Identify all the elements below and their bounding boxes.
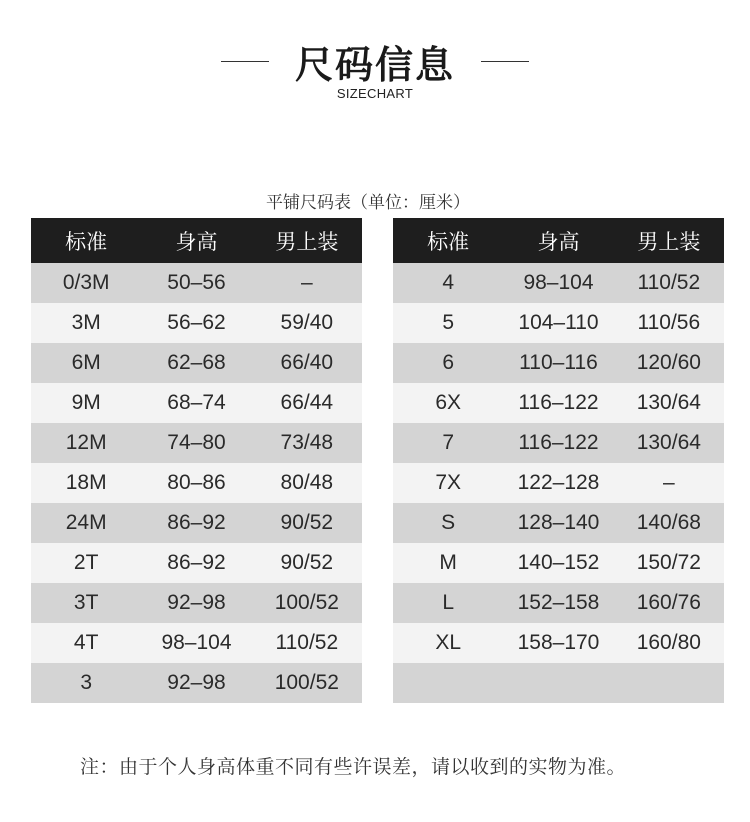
cell-standard: 4 [393,263,503,303]
cell-height: 86–92 [141,503,251,543]
table-row [393,423,724,463]
cell-mens-top: 90/52 [252,503,362,543]
title-left-rule [221,61,269,62]
cell-mens-top: 66/44 [252,383,362,423]
cell-standard: 6M [31,343,141,383]
cell-standard: 3 [31,663,141,703]
cell-height: 98–104 [503,263,613,303]
cell-height: 86–92 [141,543,251,583]
table-row [31,423,362,463]
table-row [31,623,362,663]
table-row [393,263,724,303]
cell-height: 68–74 [141,383,251,423]
title-row [0,32,750,90]
table-row [31,543,362,583]
table-row [31,383,362,423]
table-row [31,303,362,343]
title-right-rule [481,61,529,62]
cell-standard: 18M [31,463,141,503]
cell-height: 116–122 [503,383,613,423]
cell-standard: XL [393,623,503,663]
table-row [393,543,724,583]
cell-standard: 6X [393,383,503,423]
column-header-mens-top: 男上装 [252,218,362,263]
column-header-standard: 标准 [393,218,503,263]
cell-height: 140–152 [503,543,613,583]
cell-height: 62–68 [141,343,251,383]
cell-height: 158–170 [503,623,613,663]
column-header-height: 身高 [141,218,251,263]
table-row [393,583,724,623]
disclaimer-note: 注：由于个人身高体重不同有些许误差，请以收到的实物为准。 [80,756,627,778]
cell-height: 56–62 [141,303,251,343]
cell-height: 92–98 [141,663,251,703]
size-table-left [31,218,362,703]
cell-mens-top: 130/64 [614,383,724,423]
cell-mens-top: 130/64 [614,423,724,463]
cell-standard: 4T [31,623,141,663]
cell-mens-top: 150/72 [614,543,724,583]
cell-mens-top: – [614,463,724,503]
column-header-height: 身高 [503,218,613,263]
cell-mens-top: 160/80 [614,623,724,663]
cell-height [503,663,613,703]
cell-standard: 3M [31,303,141,343]
cell-height: 116–122 [503,423,613,463]
table-header-row [393,218,724,263]
cell-mens-top [614,663,724,703]
table-row [31,663,362,703]
column-header-mens-top: 男上装 [614,218,724,263]
cell-standard: 5 [393,303,503,343]
column-header-standard: 标准 [31,218,141,263]
table-row [393,663,724,703]
cell-height: 122–128 [503,463,613,503]
cell-mens-top: 100/52 [252,663,362,703]
cell-height: 74–80 [141,423,251,463]
cell-mens-top: 73/48 [252,423,362,463]
cell-standard: 9M [31,383,141,423]
cell-standard: 12M [31,423,141,463]
cell-mens-top: 80/48 [252,463,362,503]
cell-standard: 2T [31,543,141,583]
table-header-row [31,218,362,263]
cell-mens-top: 140/68 [614,503,724,543]
cell-standard: 0/3M [31,263,141,303]
cell-mens-top: – [252,263,362,303]
table-row [393,303,724,343]
cell-standard: 24M [31,503,141,543]
cell-standard: M [393,543,503,583]
cell-standard: 7 [393,423,503,463]
cell-height: 104–110 [503,303,613,343]
table-row [393,463,724,503]
cell-height: 98–104 [141,623,251,663]
cell-mens-top: 100/52 [252,583,362,623]
cell-mens-top: 90/52 [252,543,362,583]
cell-standard: 3T [31,583,141,623]
cell-standard: S [393,503,503,543]
table-row [393,383,724,423]
cell-height: 92–98 [141,583,251,623]
table-row [393,623,724,663]
size-table-right [393,218,724,703]
cell-height: 152–158 [503,583,613,623]
table-row [31,263,362,303]
cell-mens-top: 120/60 [614,343,724,383]
cell-standard: 7X [393,463,503,503]
cell-mens-top: 66/40 [252,343,362,383]
table-row [393,503,724,543]
table-row [31,463,362,503]
table-row [393,343,724,383]
cell-mens-top: 110/52 [252,623,362,663]
cell-mens-top: 160/76 [614,583,724,623]
cell-mens-top: 110/52 [614,263,724,303]
cell-height: 50–56 [141,263,251,303]
cell-height: 110–116 [503,343,613,383]
cell-mens-top: 110/56 [614,303,724,343]
cell-mens-top: 59/40 [252,303,362,343]
cell-height: 80–86 [141,463,251,503]
cell-standard: 6 [393,343,503,383]
page-title: 尺码信息 [294,42,455,87]
table-caption: 平铺尺码表（单位：厘米） [266,193,470,213]
table-row [31,343,362,383]
cell-standard [393,663,503,703]
table-row [31,503,362,543]
cell-standard: L [393,583,503,623]
table-row [31,583,362,623]
page-subtitle: SIZECHART [336,86,414,101]
cell-height: 128–140 [503,503,613,543]
